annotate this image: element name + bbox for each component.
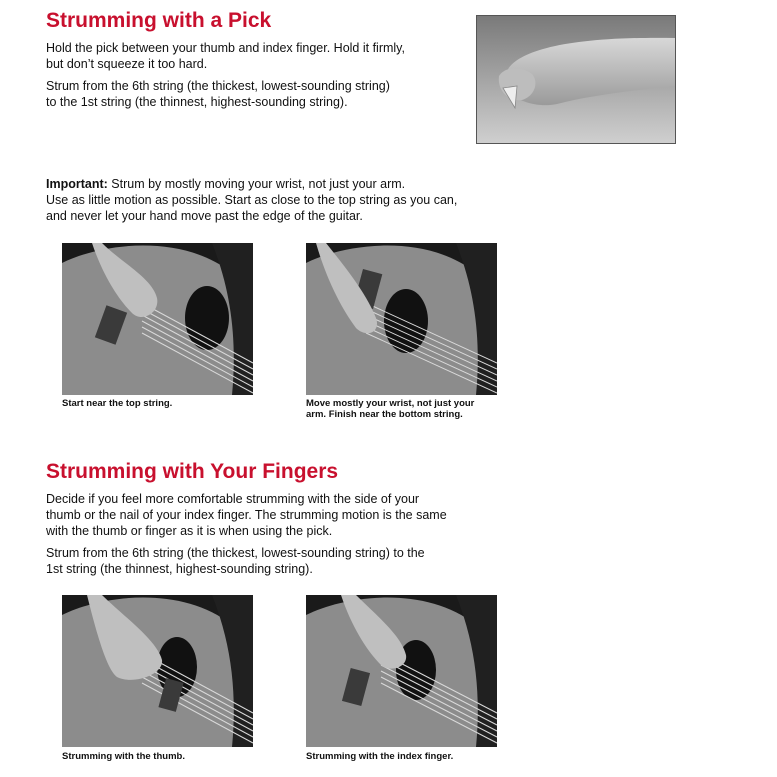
hand-holding-pick-photo [476, 15, 676, 144]
section-title-pick: Strumming with a Pick [46, 9, 272, 32]
caption-thumb-strum: Strumming with the thumb. [62, 751, 185, 762]
important-line-3: and never let your hand move past the edge of the guitar. [46, 209, 363, 223]
important-label: Important: [46, 177, 108, 191]
pick-paragraph-1-line-1: Hold the pick between your thumb and index finger. Hold it firmly, [46, 41, 405, 55]
fingers-paragraph-2-line-1: Strum from the 6th string (the thickest, lowest-sounding string) to the [46, 546, 425, 560]
important-text: Strum by mostly moving your wrist, not just your arm. [107, 177, 406, 191]
fingers-paragraph-1-line-3: with the thumb or finger as it is when using the pick. [46, 524, 333, 538]
fingers-paragraph-1-line-2: thumb or the nail of your index finger. The strumming motion is the same [46, 508, 447, 522]
important-line-2: Use as little motion as possible. Start as close to the top string as you can, [46, 193, 458, 207]
guitar-photo-finish-bottom-string [306, 243, 497, 395]
section-title-fingers: Strumming with Your Fingers [46, 460, 339, 483]
pick-paragraph-1-line-2: but don’t squeeze it too hard. [46, 57, 208, 71]
fingers-paragraph-2-line-2: 1st string (the thinnest, highest-sounding string). [46, 562, 313, 576]
pick-paragraph-2-line-2: to the 1st string (the thinnest, highest-sounding string). [46, 95, 348, 109]
guitar-photo-thumb-strum [62, 595, 253, 747]
pick-paragraph-2-line-1: Strum from the 6th string (the thickest, lowest-sounding string) [46, 79, 390, 93]
guitar-photo-start-top-string [62, 243, 253, 395]
caption-index-finger-strum: Strumming with the index finger. [306, 751, 454, 762]
caption-start-top-string: Start near the top string. [62, 398, 173, 409]
fingers-paragraph-1-line-1: Decide if you feel more comfortable strumming with the side of your [46, 492, 420, 506]
caption-finish-bottom-string-line-2: arm. Finish near the bottom string. [306, 409, 463, 420]
guitar-photo-index-finger-strum [306, 595, 497, 747]
caption-finish-bottom-string-line-1: Move mostly your wrist, not just your [306, 398, 475, 409]
important-line-1 [46, 176, 405, 192]
